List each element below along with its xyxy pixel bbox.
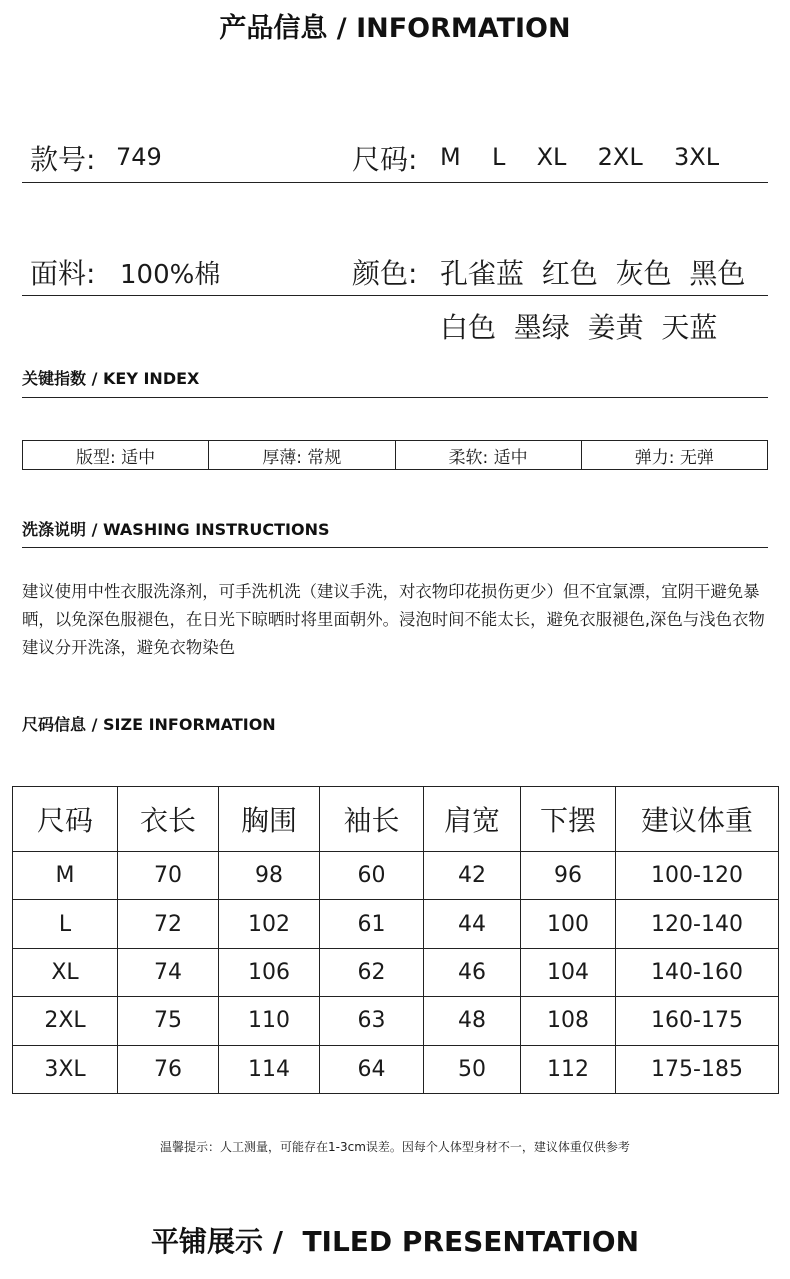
header-cell: 建议体重 [616, 787, 779, 852]
key-index-fit: 版型: 适中 [23, 441, 209, 469]
table-cell: 42 [424, 852, 521, 900]
table-cell: 74 [118, 948, 219, 996]
page-title: 产品信息 / INFORMATION [219, 13, 571, 44]
washing-text: 建议使用中性衣服洗涤剂，可手洗机洗（建议手洗，对衣物印花损伤更少）但不宜氯漂，宜阴干避免暴晒，以免深色服褪色，在日光下晾晒时将里面朝外。浸泡时间不能太长，避免衣服褪色,深色与浅色衣物建议分开洗涤，避免衣物染色 [22, 582, 765, 657]
info-divider-2 [22, 295, 768, 296]
header-cell: 肩宽 [424, 787, 521, 852]
header-cell: 衣长 [118, 787, 219, 852]
header-cell: 尺码 [13, 787, 118, 852]
table-row [13, 997, 779, 1045]
color-options-line1: 孔雀蓝 红色 灰色 黑色 [440, 257, 746, 290]
table-cell: 96 [521, 852, 616, 900]
key-index-softness: 柔软: 适中 [396, 441, 582, 469]
table-cell: 44 [424, 900, 521, 948]
fabric-value: 100%棉 [120, 260, 221, 290]
table-cell: 140-160 [616, 948, 779, 996]
table-cell: 102 [219, 900, 320, 948]
table-cell: 72 [118, 900, 219, 948]
washing-divider [22, 547, 768, 548]
table-cell: 50 [424, 1045, 521, 1093]
table-cell: 104 [521, 948, 616, 996]
key-index-table [22, 440, 768, 470]
washing-title: 洗涤说明 / WASHING INSTRUCTIONS [22, 520, 330, 539]
color-label: 颜色: [352, 257, 418, 290]
size-info-title: 尺码信息 / SIZE INFORMATION [22, 715, 276, 734]
key-index-title: 关键指数 / KEY INDEX [22, 369, 200, 388]
table-cell: 60 [320, 852, 424, 900]
table-row [13, 900, 779, 948]
color-options-line2: 白色 墨绿 姜黄 天蓝 [440, 311, 718, 344]
size-options: M L XL 2XL 3XL [440, 143, 720, 171]
table-cell: 62 [320, 948, 424, 996]
table-cell: 160-175 [616, 997, 779, 1045]
table-cell: 76 [118, 1045, 219, 1093]
table-cell: 2XL [13, 997, 118, 1045]
table-cell: 75 [118, 997, 219, 1045]
key-index-divider [22, 397, 768, 398]
table-cell: 100-120 [616, 852, 779, 900]
table-cell: 112 [521, 1045, 616, 1093]
tiled-presentation-title: 平铺展示 / TILED PRESENTATION [150, 1225, 640, 1258]
size-label: 尺码: [352, 143, 418, 176]
table-cell: 70 [118, 852, 219, 900]
table-cell: XL [13, 948, 118, 996]
style-number-value: 749 [116, 143, 162, 171]
table-cell: 98 [219, 852, 320, 900]
table-row [13, 948, 779, 996]
key-index-elasticity: 弹力: 无弹 [634, 447, 714, 468]
table-cell: 106 [219, 948, 320, 996]
header-cell: 袖长 [320, 787, 424, 852]
table-cell: 46 [424, 948, 521, 996]
table-cell: 3XL [13, 1045, 118, 1093]
table-cell: M [13, 852, 118, 900]
table-row [13, 1045, 779, 1093]
table-cell: 100 [521, 900, 616, 948]
size-table-header [13, 787, 779, 852]
info-divider-1 [22, 182, 768, 183]
table-cell: 120-140 [616, 900, 779, 948]
table-cell: 63 [320, 997, 424, 1045]
header-cell: 下摆 [521, 787, 616, 852]
table-row [13, 852, 779, 900]
table-cell: 108 [521, 997, 616, 1045]
table-cell: 114 [219, 1045, 320, 1093]
header-cell: 胸围 [219, 787, 320, 852]
table-cell: 61 [320, 900, 424, 948]
size-table [12, 786, 779, 1094]
table-cell: L [13, 900, 118, 948]
table-cell: 110 [219, 997, 320, 1045]
table-cell: 48 [424, 997, 521, 1045]
key-index-thickness: 厚薄: 常规 [209, 441, 395, 469]
table-cell: 175-185 [616, 1045, 779, 1093]
measurement-note: 温馨提示：人工测量，可能存在1-3cm误差。因每个人体型身材不一，建议体重仅供参考 [160, 1140, 630, 1154]
fabric-label: 面料: [30, 257, 96, 290]
table-cell: 64 [320, 1045, 424, 1093]
style-number-label: 款号: [30, 143, 96, 176]
